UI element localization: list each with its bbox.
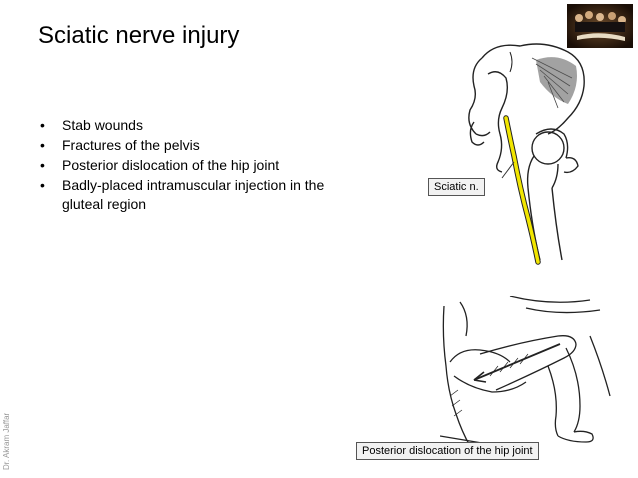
pelvis-femur-illustration — [440, 38, 600, 266]
bullet-symbol: • — [40, 157, 45, 173]
author-watermark: Dr. Akram Jaffar — [2, 412, 11, 470]
slide-title: Sciatic nerve injury — [38, 22, 240, 49]
bullet-item — [38, 136, 368, 155]
bullet-symbol: • — [40, 177, 45, 193]
sciatic-nerve-label: Sciatic n. — [428, 178, 485, 196]
bullet-text: Posterior dislocation of the hip joint — [62, 157, 280, 173]
bullet-text: Stab wounds — [62, 117, 143, 133]
bullet-list — [38, 116, 368, 215]
bullet-item — [38, 176, 368, 214]
bullet-item — [38, 156, 368, 175]
bullet-symbol: • — [40, 117, 45, 133]
hip-dislocation-label: Posterior dislocation of the hip joint — [356, 442, 539, 460]
bullet-text: Badly-placed intramuscular injection in the gluteal region — [62, 177, 325, 212]
bullet-symbol: • — [40, 137, 45, 153]
hip-dislocation-illustration — [440, 296, 616, 446]
bullet-item — [38, 116, 368, 135]
bullet-text: Fractures of the pelvis — [62, 137, 200, 153]
